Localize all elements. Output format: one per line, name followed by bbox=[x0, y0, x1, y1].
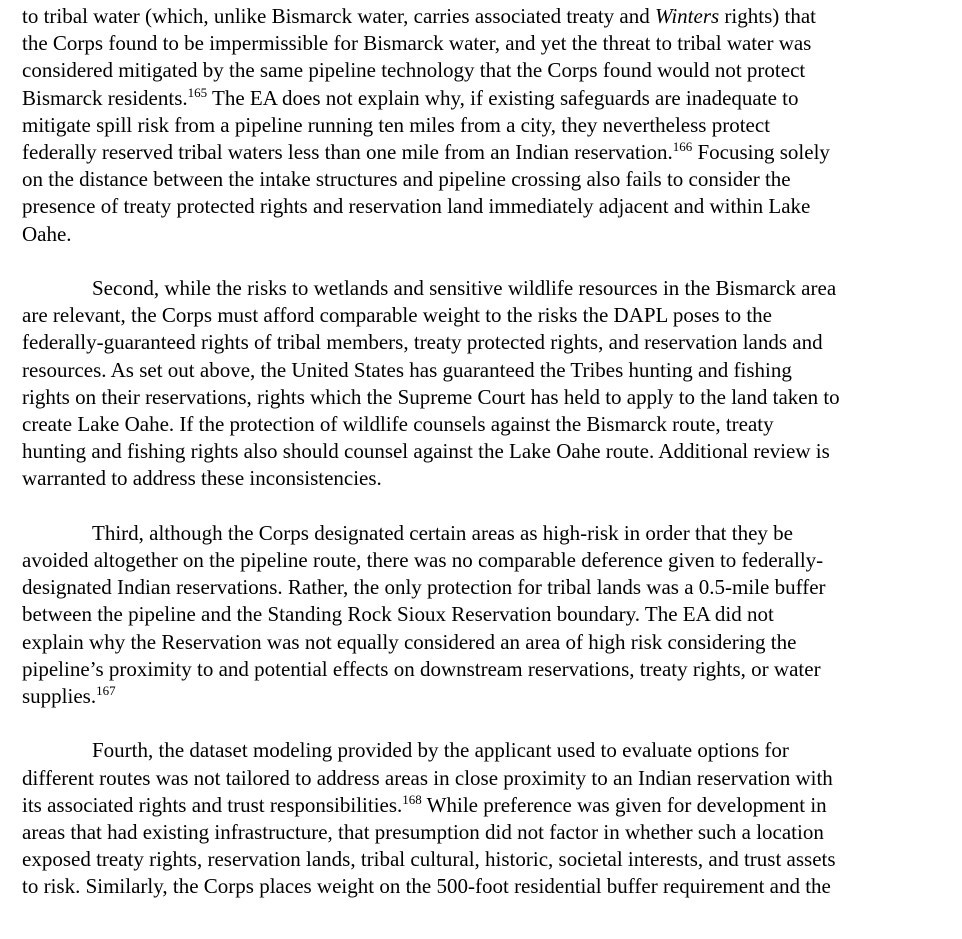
text-run: Bismarck residents. bbox=[22, 85, 188, 110]
text-run: federally-guaranteed rights of tribal members, treaty protected rights, and reservation lands and bbox=[22, 330, 823, 355]
paragraph-third bbox=[22, 520, 954, 710]
italic-term: Winters bbox=[655, 4, 720, 28]
text-line bbox=[22, 139, 954, 166]
text-line bbox=[22, 819, 954, 846]
text-line bbox=[22, 411, 954, 438]
text-line bbox=[22, 765, 954, 792]
text-run: the Corps found to be impermissible for Bismarck water, and yet the threat to tribal water was bbox=[22, 31, 812, 56]
text-line bbox=[22, 221, 954, 248]
text-line bbox=[22, 85, 954, 112]
text-line bbox=[22, 57, 954, 84]
text-run: to tribal water (which, unlike Bismarck water, carries associated treaty and bbox=[22, 4, 655, 28]
footnote-reference: 165 bbox=[187, 84, 208, 100]
text-run: warranted to address these inconsistencies. bbox=[22, 466, 382, 491]
text-run: Second, while the risks to wetlands and sensitive wildlife resources in the Bismarck area bbox=[92, 276, 837, 301]
text-line bbox=[22, 275, 954, 302]
text-run: mitigate spill risk from a pipeline running ten miles from a city, they nevertheless protect bbox=[22, 112, 771, 137]
text-run: Oahe. bbox=[22, 221, 72, 246]
text-line bbox=[22, 737, 954, 764]
text-line bbox=[22, 166, 954, 193]
text-run: supplies. bbox=[22, 684, 97, 709]
text-line bbox=[22, 357, 954, 384]
text-run: Focusing solely bbox=[692, 140, 830, 165]
paragraph-fourth bbox=[22, 737, 954, 900]
text-line bbox=[22, 384, 954, 411]
text-run: areas that had existing infrastructure, that presumption did not factor in whether such a location bbox=[22, 820, 824, 845]
text-line bbox=[22, 438, 954, 465]
text-line bbox=[22, 574, 954, 601]
text-line bbox=[22, 656, 954, 683]
text-line bbox=[22, 629, 954, 656]
text-run: considered mitigated by the same pipeline technology that the Corps found would not protect bbox=[22, 58, 806, 83]
text-run: rights on their reservations, rights which the Supreme Court has held to apply to the land taken to bbox=[22, 384, 840, 409]
document-page bbox=[22, 3, 954, 928]
text-run: federally reserved tribal waters less than one mile from an Indian reservation. bbox=[22, 140, 673, 165]
text-run: create Lake Oahe. If the protection of wildlife counsels against the Bismarck route, treaty bbox=[22, 412, 774, 437]
text-run: avoided altogether on the pipeline route, there was no comparable deference given to federally- bbox=[22, 548, 824, 573]
text-run: explain why the Reservation was not equally considered an area of high risk considering the bbox=[22, 629, 797, 654]
paragraph-second bbox=[22, 275, 954, 493]
text-run: The EA does not explain why, if existing safeguards are inadequate to bbox=[207, 85, 799, 110]
text-line bbox=[22, 683, 954, 710]
text-run: its associated rights and trust responsibilities. bbox=[22, 792, 403, 817]
text-line bbox=[22, 302, 954, 329]
text-line bbox=[22, 520, 954, 547]
text-line bbox=[22, 792, 954, 819]
text-run: hunting and fishing rights also should counsel against the Lake Oahe route. Additional review is bbox=[22, 439, 830, 464]
text-run: are relevant, the Corps must afford comparable weight to the risks the DAPL poses to the bbox=[22, 303, 772, 328]
footnote-reference: 167 bbox=[96, 683, 116, 699]
text-run: While preference was given for development in bbox=[421, 792, 827, 817]
text-line bbox=[22, 3, 954, 30]
text-line bbox=[22, 30, 954, 57]
text-run: rights) that bbox=[719, 4, 816, 28]
text-run: designated Indian reservations. Rather, the only protection for tribal lands was a 0.5-mile buffer bbox=[22, 575, 826, 600]
text-line bbox=[22, 193, 954, 220]
text-run: to risk. Similarly, the Corps places weight on the 500-foot residential buffer requirement and the bbox=[22, 874, 831, 899]
text-run: presence of treaty protected rights and reservation land immediately adjacent and within Lake bbox=[22, 194, 811, 219]
text-run: Third, although the Corps designated certain areas as high-risk in order that they be bbox=[92, 520, 793, 545]
text-line bbox=[22, 846, 954, 873]
text-line bbox=[22, 873, 954, 900]
paragraph-continuation bbox=[22, 3, 954, 248]
text-line bbox=[22, 329, 954, 356]
text-run: resources. As set out above, the United States has guaranteed the Tribes hunting and fishing bbox=[22, 357, 792, 382]
footnote-reference: 166 bbox=[672, 139, 693, 155]
text-line bbox=[22, 465, 954, 492]
text-run: exposed treaty rights, reservation lands, tribal cultural, historic, societal interests, and trust assets bbox=[22, 847, 836, 872]
text-run: different routes was not tailored to address areas in close proximity to an Indian reservation with bbox=[22, 765, 833, 790]
text-run: Fourth, the dataset modeling provided by the applicant used to evaluate options for bbox=[92, 738, 789, 763]
text-run: on the distance between the intake structures and pipeline crossing also fails to consider the bbox=[22, 167, 791, 192]
footnote-reference: 168 bbox=[402, 791, 422, 807]
text-line bbox=[22, 601, 954, 628]
text-line bbox=[22, 547, 954, 574]
text-run: pipeline’s proximity to and potential effects on downstream reservations, treaty rights, or water bbox=[22, 656, 821, 681]
text-line bbox=[22, 112, 954, 139]
text-run: between the pipeline and the Standing Rock Sioux Reservation boundary. The EA did not bbox=[22, 602, 774, 627]
